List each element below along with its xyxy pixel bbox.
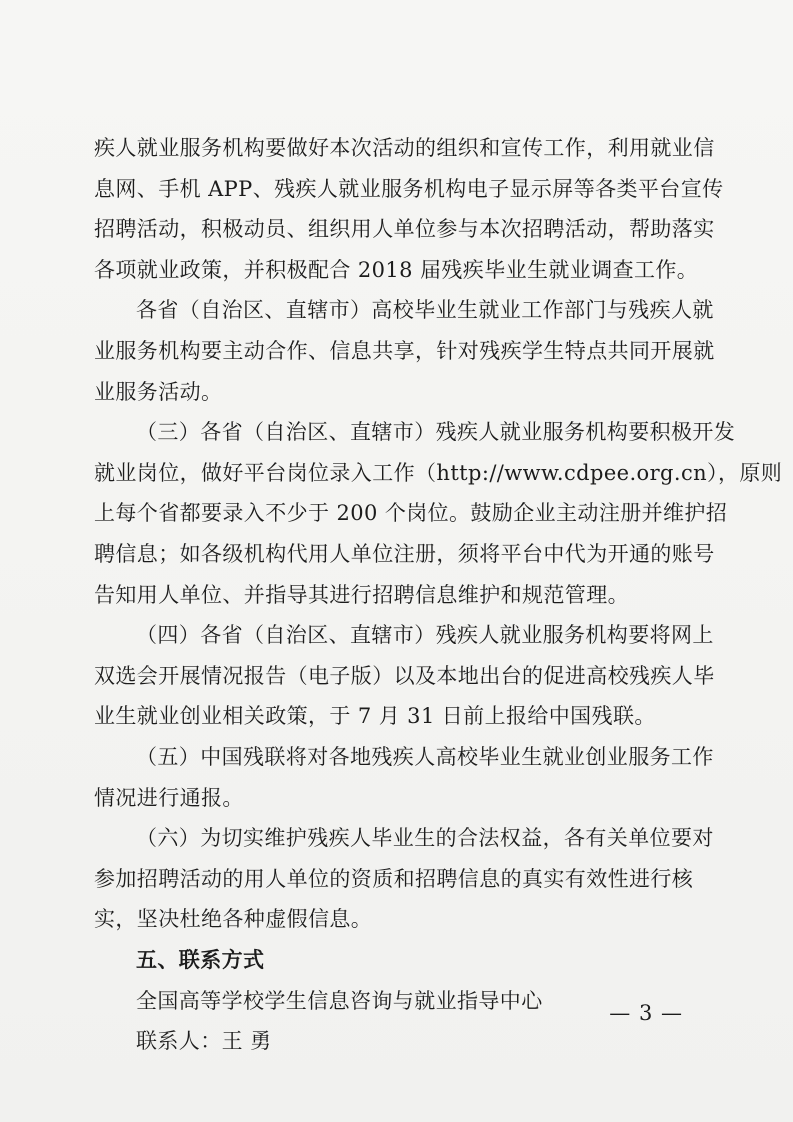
text-line: （五）中国残联将对各地残疾人高校毕业生就业创业服务工作: [136, 745, 714, 769]
page-number: — 3 —: [609, 1001, 683, 1025]
text-line: 疾人就业服务机构要做好本次活动的组织和宣传工作，利用就业信: [94, 136, 715, 160]
text-line: 联系人：王 勇: [136, 1029, 272, 1053]
text-line: 聘信息；如各级机构代用人单位注册，须将平台中代为开通的账号: [94, 542, 715, 566]
text-line: 实，坚决杜绝各种虚假信息。: [94, 907, 373, 931]
text-line: 招聘活动，积极动员、组织用人单位参与本次招聘活动，帮助落实: [94, 217, 715, 241]
text-line: 参加招聘活动的用人单位的资质和招聘信息的真实有效性进行核: [94, 867, 694, 891]
text-line: 各项就业政策，并积极配合 2018 届残疾毕业生就业调查工作。: [94, 258, 699, 282]
text-line: 告知用人单位、并指导其进行招聘信息维护和规范管理。: [94, 583, 629, 607]
text-line: 就业岗位，做好平台岗位录入工作（http://www.cdpee.org.cn），原则: [94, 461, 783, 485]
section-heading: 五、联系方式: [136, 947, 265, 972]
text-line: 全国高等学校学生信息咨询与就业指导中心: [136, 989, 543, 1013]
text-line: 业服务活动。: [94, 380, 223, 404]
text-line: 息网、手机 APP、残疾人就业服务机构电子显示屏等各类平台宣传: [94, 177, 724, 201]
text-line: 各省（自治区、直辖市）高校毕业生就业工作部门与残疾人就: [136, 298, 714, 322]
text-line: 情况进行通报。: [94, 786, 244, 810]
text-line: （三）各省（自治区、直辖市）残疾人就业服务机构要积极开发: [136, 420, 736, 444]
text-line: （六）为切实维护残疾人毕业生的合法权益，各有关单位要对: [136, 826, 714, 850]
text-line: 上每个省都要录入不少于 200 个岗位。鼓励企业主动注册并维护招: [94, 501, 728, 525]
text-line: 双选会开展情况报告（电子版）以及本地出台的促进高校残疾人毕: [94, 664, 715, 688]
text-line: 业服务机构要主动合作、信息共享，针对残疾学生特点共同开展就: [94, 339, 715, 363]
text-line: 业生就业创业相关政策，于 7 月 31 日前上报给中国残联。: [94, 704, 656, 728]
text-line: （四）各省（自治区、直辖市）残疾人就业服务机构要将网上: [136, 623, 714, 647]
